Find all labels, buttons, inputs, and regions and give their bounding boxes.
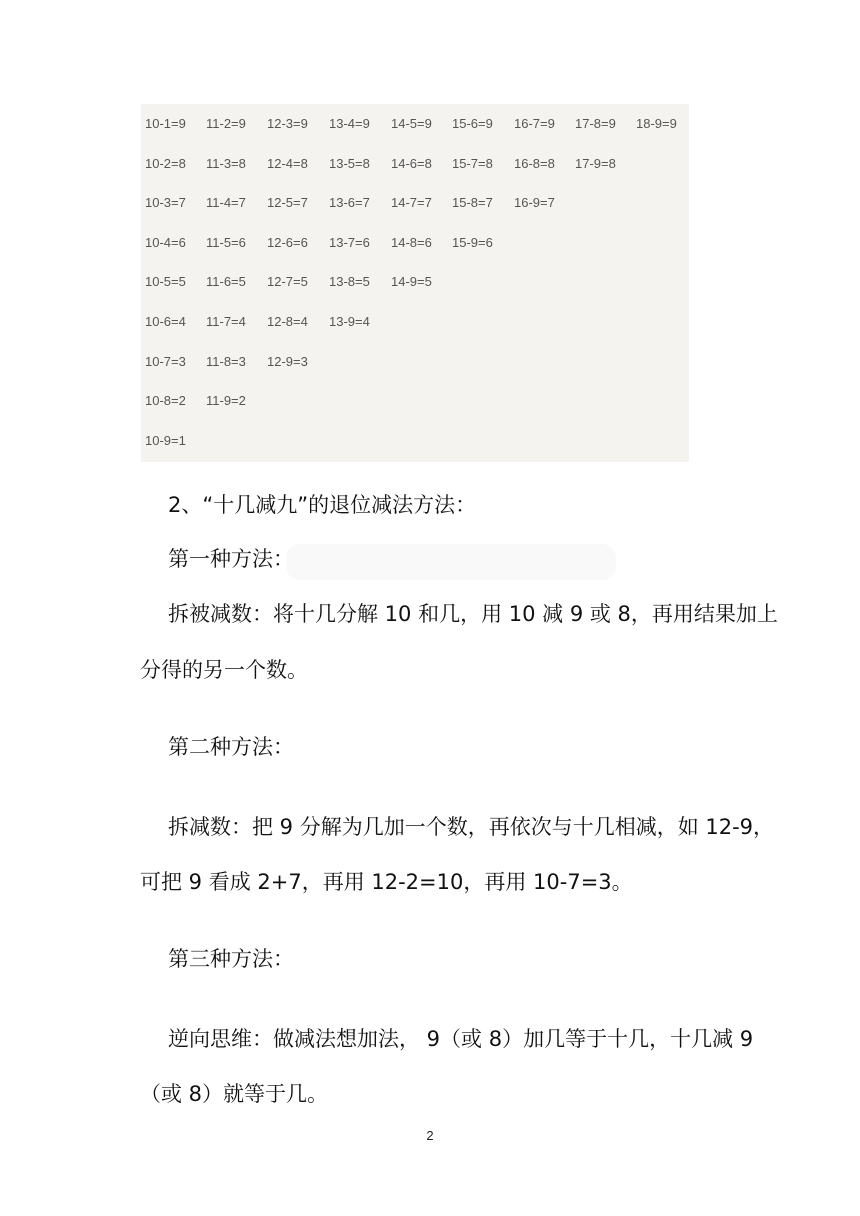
- table-cell: 11-3=8: [206, 155, 246, 171]
- subtraction-table-image: [141, 104, 689, 462]
- method2-text-line2: 可把 9 看成 2+7，再用 12-2=10，再用 10-7=3。: [140, 870, 633, 894]
- table-cell: 11-6=5: [206, 274, 246, 290]
- table-cell: 14-5=9: [391, 116, 432, 131]
- table-cell: 10-1=9: [145, 116, 186, 131]
- table-cell: 11-8=3: [206, 353, 246, 369]
- table-column-12: [267, 116, 329, 393]
- table-cell: 10-3=7: [145, 195, 186, 211]
- table-cell: 16-8=8: [514, 155, 555, 171]
- table-column-10: [145, 116, 207, 472]
- table-cell: 10-9=1: [145, 432, 186, 448]
- table-cell: 13-5=8: [329, 155, 370, 171]
- table-column-16: [514, 116, 576, 235]
- table-cell: 15-8=7: [452, 195, 493, 211]
- table-cell: 14-6=8: [391, 155, 432, 171]
- table-column-13: [329, 116, 391, 354]
- method2-text-line1: 拆减数：把 9 分解为几加一个数，再依次与十几相减，如 12-9，: [168, 815, 775, 839]
- table-cell: 10-4=6: [145, 234, 186, 250]
- table-cell: 12-9=3: [267, 353, 308, 369]
- table-cell: 13-9=4: [329, 313, 370, 329]
- table-cell: 11-5=6: [206, 234, 246, 250]
- table-cell: 15-6=9: [452, 116, 493, 131]
- method3-text-line2: （或 8）就等于几。: [140, 1082, 329, 1106]
- table-cell: 13-4=9: [329, 116, 370, 131]
- table-column-14: [391, 116, 453, 314]
- table-cell: 14-7=7: [391, 195, 432, 211]
- section-heading: 2、“十几减九”的退位减法方法：: [168, 493, 477, 517]
- table-cell: 12-4=8: [267, 155, 308, 171]
- table-cell: 11-2=9: [206, 116, 246, 131]
- table-cell: 12-6=6: [267, 234, 308, 250]
- table-cell: 15-7=8: [452, 155, 493, 171]
- faded-smudge: [286, 544, 616, 580]
- method2-title: 第二种方法：: [168, 735, 294, 759]
- table-cell: 11-4=7: [206, 195, 246, 211]
- table-cell: 11-7=4: [206, 313, 246, 329]
- table-cell: 14-8=6: [391, 234, 432, 250]
- table-cell: 10-7=3: [145, 353, 186, 369]
- table-cell: 18-9=9: [636, 116, 677, 131]
- table-cell: 15-9=6: [452, 234, 493, 250]
- table-cell: 16-9=7: [514, 195, 555, 211]
- table-column-18: [636, 116, 698, 156]
- page-number: 2: [426, 1128, 434, 1143]
- table-cell: 13-7=6: [329, 234, 370, 250]
- table-cell: 10-8=2: [145, 393, 186, 409]
- table-cell: 11-9=2: [206, 393, 246, 409]
- table-cell: 12-7=5: [267, 274, 308, 290]
- table-column-17: [575, 116, 637, 195]
- table-cell: 12-3=9: [267, 116, 308, 131]
- method3-text-line1: 逆向思维：做减法想加法， 9（或 8）加几等于十几，十几减 9: [168, 1027, 754, 1051]
- table-cell: 16-7=9: [514, 116, 555, 131]
- table-cell: 13-6=7: [329, 195, 370, 211]
- table-column-11: [206, 116, 268, 433]
- table-cell: 12-5=7: [267, 195, 308, 211]
- table-cell: 10-6=4: [145, 313, 186, 329]
- table-cell: 17-8=9: [575, 116, 616, 131]
- table-cell: 17-9=8: [575, 155, 616, 171]
- method1-title: 第一种方法：: [168, 547, 294, 571]
- table-cell: 10-5=5: [145, 274, 186, 290]
- method3-title: 第三种方法：: [168, 947, 294, 971]
- table-cell: 14-9=5: [391, 274, 432, 290]
- method1-text-line2: 分得的另一个数。: [140, 658, 308, 682]
- table-cell: 12-8=4: [267, 313, 308, 329]
- table-cell: 13-8=5: [329, 274, 370, 290]
- table-column-15: [452, 116, 514, 274]
- method1-text-line1: 拆被减数：将十几分解 10 和几，用 10 减 9 或 8，再用结果加上: [168, 602, 778, 626]
- table-cell: 10-2=8: [145, 155, 186, 171]
